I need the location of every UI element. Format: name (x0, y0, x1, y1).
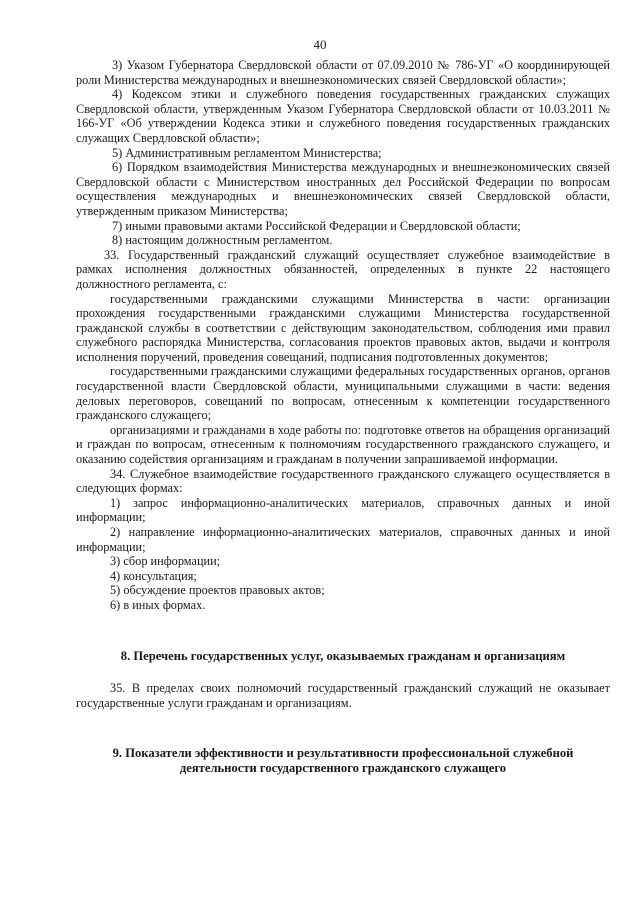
paragraph-34: 34. Служебное взаимодействие государственного гражданского служащего осуществляется в следующих формах: (76, 466, 610, 496)
list-item-3: 3) Указом Губернатора Свердловской области от 07.09.2010 № 786-УГ «О координирующей роли Министерства международных и внешнеэкономических связей Свердловской области»; (76, 58, 610, 87)
list-item-4: 4) Кодексом этики и служебного поведения государственных гражданских служащих Свердловской области, утвержденным Указом Губернатора Свердловской области от 10.03.2011 № 166-УГ «Об утверждении Кодекса этики и служебного поведения государственных гражданских служащих Свердловской области»; (76, 87, 610, 145)
paragraph-35: 35. В пределах своих полномочий государственный гражданский служащий не оказывает государственные услуги гражданам и организациям. (76, 681, 610, 710)
paragraph-interaction-federal: государственными гражданскими служащими федеральных государственных органов, органов государственной власти Свердловской области, муниципальными служащими в части: ведения деловых переговоров, совещаний по вопросам, отнесенным к компетенции государственного гражданского служащего; (76, 364, 610, 423)
form-item-3: 3) сбор информации; (110, 554, 221, 569)
section-9-heading-line1: 9. Показатели эффективности и результативности профессиональной служебной (112, 746, 574, 761)
page-number: 40 (313, 37, 327, 52)
list-item-8: 8) настоящим должностным регламентом. (112, 233, 333, 248)
paragraph-33: 33. Государственный гражданский служащий осуществляет служебное взаимодействие в рамках исполнения должностных обязанностей, определенных в пункте 22 настоящего должностного регламента, с: (76, 247, 610, 291)
form-item-6: 6) в иных формах. (110, 597, 206, 612)
section-9-heading (76, 746, 610, 776)
section-9-heading-line2: деятельности государственного гражданского служащего (179, 761, 507, 776)
section-8-heading: 8. Перечень государственных услуг, оказываемых гражданам и организациям (120, 648, 566, 663)
form-item-1: 1) запрос информационно-аналитических материалов, справочных данных и иной информации; (76, 495, 610, 525)
list-item-5: 5) Административным регламентом Министерства; (112, 145, 382, 160)
list-item-6: 6) Порядком взаимодействия Министерства международных и внешнеэкономических связей Свердловской области с Министерством иностранных дел Российской Федерации по вопросам осуществления международных и внешнеэкономических связей Свердловской области, утвержденным приказом Министерства; (76, 160, 610, 218)
paragraph-interaction-organizations: организациями и гражданами в ходе работы по: подготовке ответов на обращения организаций и граждан по вопросам, отнесенным к полномочиям государственного гражданского служащего, и оказанию содействия организациям и гражданам в получении запрашиваемой информации. (76, 422, 610, 467)
paragraph-interaction-ministry: государственными гражданскими служащими Министерства в части: организации прохождения государственными гражданскими служащими Министерства государственной гражданской службы в соответствии с действующим законодательством, соблюдения ими правил служебного распорядка Министерства, согласования проектов правовых актов, выдачи и контроля исполнения поручений, проведения совещаний, подписания подготовленных документов; (76, 291, 610, 364)
form-item-4: 4) консультация; (110, 568, 197, 583)
form-item-2: 2) направление информационно-аналитических материалов, справочных данных и иной информации; (76, 525, 610, 554)
list-item-7: 7) иными правовыми актами Российской Федерации и Свердловской области; (112, 218, 521, 233)
form-item-5: 5) обсуждение проектов правовых актов; (110, 583, 325, 598)
document-body (76, 58, 610, 776)
